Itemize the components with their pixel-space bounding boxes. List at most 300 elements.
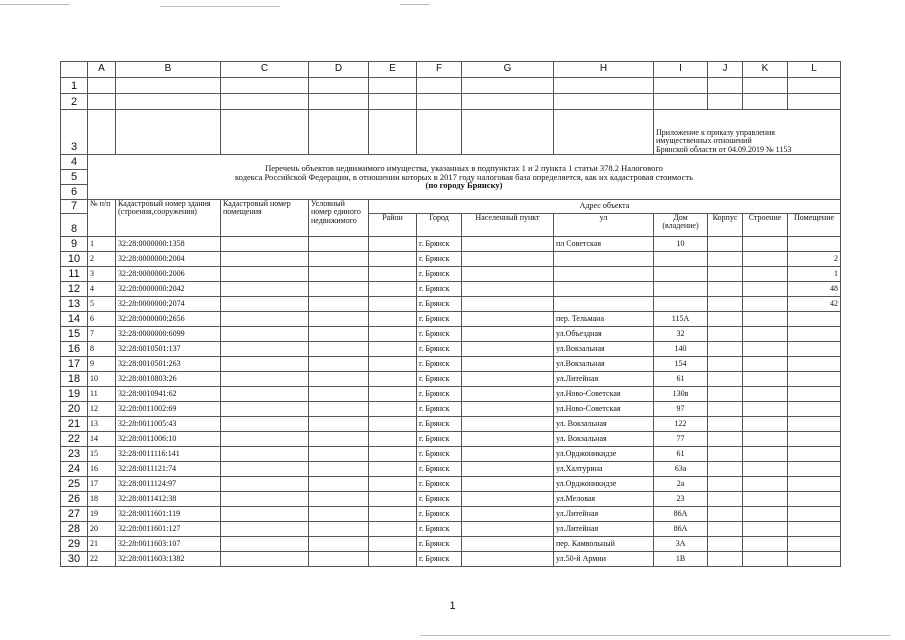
cell-num[interactable]: 1 bbox=[88, 237, 116, 252]
cell-num[interactable]: 2 bbox=[88, 252, 116, 267]
cell-district[interactable] bbox=[369, 507, 417, 522]
cell-korpus[interactable] bbox=[708, 252, 743, 267]
cell-city[interactable]: г. Брянск bbox=[417, 462, 462, 477]
cell-building[interactable] bbox=[743, 522, 788, 537]
row-number[interactable]: 11 bbox=[61, 267, 88, 282]
row-number[interactable]: 4 bbox=[61, 155, 88, 170]
cell-house[interactable] bbox=[654, 282, 708, 297]
cell-korpus[interactable] bbox=[708, 477, 743, 492]
cell-city[interactable]: г. Брянск bbox=[417, 387, 462, 402]
cell[interactable] bbox=[554, 94, 654, 110]
cell-city[interactable]: г. Брянск bbox=[417, 417, 462, 432]
cell-settlement[interactable] bbox=[462, 447, 554, 462]
cell-num[interactable]: 14 bbox=[88, 432, 116, 447]
cell-district[interactable] bbox=[369, 252, 417, 267]
header-korpus[interactable]: Корпус bbox=[708, 214, 743, 237]
cell-settlement[interactable] bbox=[462, 522, 554, 537]
cell-room-cad[interactable] bbox=[221, 327, 309, 342]
cell-korpus[interactable] bbox=[708, 522, 743, 537]
cell-district[interactable] bbox=[369, 402, 417, 417]
cell-building[interactable] bbox=[743, 372, 788, 387]
cell-building[interactable] bbox=[743, 447, 788, 462]
cell-building[interactable] bbox=[743, 267, 788, 282]
cell[interactable] bbox=[554, 110, 654, 155]
cell-korpus[interactable] bbox=[708, 432, 743, 447]
cell-house[interactable]: 97 bbox=[654, 402, 708, 417]
cell-room[interactable]: 48 bbox=[788, 282, 841, 297]
cell-korpus[interactable] bbox=[708, 447, 743, 462]
cell-building-cad[interactable]: 32:28:0011116:141 bbox=[116, 447, 221, 462]
cell-num[interactable]: 19 bbox=[88, 507, 116, 522]
column-header-f[interactable]: F bbox=[417, 62, 462, 78]
cell-district[interactable] bbox=[369, 267, 417, 282]
cell-settlement[interactable] bbox=[462, 402, 554, 417]
cell-room[interactable]: 1 bbox=[788, 267, 841, 282]
cell-building-cad[interactable]: 32:28:0011006:10 bbox=[116, 432, 221, 447]
cell-conditional[interactable] bbox=[309, 282, 369, 297]
cell-district[interactable] bbox=[369, 522, 417, 537]
cell-house[interactable]: 77 bbox=[654, 432, 708, 447]
cell-conditional[interactable] bbox=[309, 267, 369, 282]
cell-city[interactable]: г. Брянск bbox=[417, 477, 462, 492]
cell[interactable] bbox=[462, 110, 554, 155]
cell-conditional[interactable] bbox=[309, 507, 369, 522]
cell-settlement[interactable] bbox=[462, 357, 554, 372]
header-num[interactable]: № п/п bbox=[88, 200, 116, 237]
row-number[interactable]: 24 bbox=[61, 462, 88, 477]
cell-num[interactable]: 3 bbox=[88, 267, 116, 282]
cell-conditional[interactable] bbox=[309, 252, 369, 267]
cell-district[interactable] bbox=[369, 282, 417, 297]
row-number[interactable]: 27 bbox=[61, 507, 88, 522]
column-header-e[interactable]: E bbox=[369, 62, 417, 78]
cell-room[interactable] bbox=[788, 492, 841, 507]
cell-house[interactable]: 3А bbox=[654, 537, 708, 552]
cell-house[interactable]: 2а bbox=[654, 477, 708, 492]
cell-room-cad[interactable] bbox=[221, 252, 309, 267]
cell-room[interactable] bbox=[788, 327, 841, 342]
cell-house[interactable]: 86А bbox=[654, 522, 708, 537]
cell-building[interactable] bbox=[743, 402, 788, 417]
cell-building[interactable] bbox=[743, 477, 788, 492]
cell[interactable] bbox=[417, 94, 462, 110]
cell-building[interactable] bbox=[743, 507, 788, 522]
cell-num[interactable]: 16 bbox=[88, 462, 116, 477]
cell-korpus[interactable] bbox=[708, 462, 743, 477]
cell-building-cad[interactable]: 32:28:0000000:2042 bbox=[116, 282, 221, 297]
cell-num[interactable]: 15 bbox=[88, 447, 116, 462]
cell-room[interactable] bbox=[788, 462, 841, 477]
cell-district[interactable] bbox=[369, 372, 417, 387]
cell-street[interactable]: ул.Литейная bbox=[554, 507, 654, 522]
cell-building[interactable] bbox=[743, 357, 788, 372]
column-header-a[interactable]: A bbox=[88, 62, 116, 78]
cell[interactable] bbox=[788, 94, 841, 110]
cell-building-cad[interactable]: 32:28:0011603:107 bbox=[116, 537, 221, 552]
column-header-l[interactable]: L bbox=[788, 62, 841, 78]
cell-settlement[interactable] bbox=[462, 417, 554, 432]
cell-building[interactable] bbox=[743, 297, 788, 312]
cell-city[interactable]: г. Брянск bbox=[417, 537, 462, 552]
cell-house[interactable] bbox=[654, 267, 708, 282]
cell-korpus[interactable] bbox=[708, 507, 743, 522]
header-room-cad[interactable]: Кадастровый номер помещения bbox=[221, 200, 309, 237]
cell-conditional[interactable] bbox=[309, 327, 369, 342]
cell-num[interactable]: 11 bbox=[88, 387, 116, 402]
cell-korpus[interactable] bbox=[708, 417, 743, 432]
cell[interactable] bbox=[221, 94, 309, 110]
cell-conditional[interactable] bbox=[309, 447, 369, 462]
cell-room[interactable] bbox=[788, 477, 841, 492]
cell-room-cad[interactable] bbox=[221, 492, 309, 507]
cell-room[interactable] bbox=[788, 447, 841, 462]
cell-house[interactable] bbox=[654, 297, 708, 312]
cell-korpus[interactable] bbox=[708, 372, 743, 387]
cell[interactable] bbox=[116, 78, 221, 94]
cell-korpus[interactable] bbox=[708, 312, 743, 327]
cell[interactable] bbox=[417, 78, 462, 94]
header-building-cad[interactable]: Кадастровый номер здания (строения,сооружения) bbox=[116, 200, 221, 237]
cell[interactable] bbox=[221, 78, 309, 94]
header-conditional[interactable]: Условный номер единого недвижимого bbox=[309, 200, 369, 237]
cell-room[interactable] bbox=[788, 522, 841, 537]
cell-street[interactable]: пл Советская bbox=[554, 237, 654, 252]
cell-district[interactable] bbox=[369, 447, 417, 462]
cell-house[interactable]: 154 bbox=[654, 357, 708, 372]
cell-street[interactable]: пер. Камвольный bbox=[554, 537, 654, 552]
cell-city[interactable]: г. Брянск bbox=[417, 507, 462, 522]
cell-room[interactable] bbox=[788, 552, 841, 567]
cell-house[interactable]: 32 bbox=[654, 327, 708, 342]
cell-conditional[interactable] bbox=[309, 312, 369, 327]
cell-conditional[interactable] bbox=[309, 402, 369, 417]
cell-street[interactable]: ул. Вокзальная bbox=[554, 432, 654, 447]
cell-city[interactable]: г. Брянск bbox=[417, 342, 462, 357]
column-header-g[interactable]: G bbox=[462, 62, 554, 78]
cell[interactable] bbox=[554, 78, 654, 94]
row-number[interactable]: 5 bbox=[61, 170, 88, 185]
cell-city[interactable]: г. Брянск bbox=[417, 327, 462, 342]
cell[interactable] bbox=[743, 78, 788, 94]
cell-conditional[interactable] bbox=[309, 372, 369, 387]
cell[interactable] bbox=[369, 94, 417, 110]
header-district[interactable]: Район bbox=[369, 214, 417, 237]
cell-korpus[interactable] bbox=[708, 402, 743, 417]
cell-room-cad[interactable] bbox=[221, 402, 309, 417]
cell-room[interactable] bbox=[788, 432, 841, 447]
row-number[interactable]: 28 bbox=[61, 522, 88, 537]
cell-room[interactable] bbox=[788, 507, 841, 522]
cell-conditional[interactable] bbox=[309, 537, 369, 552]
cell-building[interactable] bbox=[743, 417, 788, 432]
cell[interactable] bbox=[221, 110, 309, 155]
cell-korpus[interactable] bbox=[708, 357, 743, 372]
cell-building[interactable] bbox=[743, 492, 788, 507]
cell-num[interactable]: 13 bbox=[88, 417, 116, 432]
row-number[interactable]: 8 bbox=[61, 214, 88, 237]
row-number[interactable]: 7 bbox=[61, 200, 88, 214]
cell-building[interactable] bbox=[743, 252, 788, 267]
cell-building-cad[interactable]: 32:28:0011412:38 bbox=[116, 492, 221, 507]
header-city[interactable]: Город bbox=[417, 214, 462, 237]
cell[interactable] bbox=[708, 94, 743, 110]
cell-district[interactable] bbox=[369, 342, 417, 357]
header-building[interactable]: Строение bbox=[743, 214, 788, 237]
cell-num[interactable]: 17 bbox=[88, 477, 116, 492]
cell[interactable] bbox=[743, 94, 788, 110]
cell-conditional[interactable] bbox=[309, 477, 369, 492]
cell-num[interactable]: 10 bbox=[88, 372, 116, 387]
cell-conditional[interactable] bbox=[309, 462, 369, 477]
cell[interactable] bbox=[788, 78, 841, 94]
cell[interactable] bbox=[654, 94, 708, 110]
row-number[interactable]: 14 bbox=[61, 312, 88, 327]
cell-city[interactable]: г. Брянск bbox=[417, 402, 462, 417]
cell-building[interactable] bbox=[743, 312, 788, 327]
row-number[interactable]: 2 bbox=[61, 94, 88, 110]
cell-room-cad[interactable] bbox=[221, 507, 309, 522]
cell-num[interactable]: 8 bbox=[88, 342, 116, 357]
row-number[interactable]: 26 bbox=[61, 492, 88, 507]
header-settlement[interactable]: Населенный пункт bbox=[462, 214, 554, 237]
cell-building-cad[interactable]: 32:28:0011601:127 bbox=[116, 522, 221, 537]
cell-room[interactable]: 42 bbox=[788, 297, 841, 312]
cell-conditional[interactable] bbox=[309, 522, 369, 537]
cell-street[interactable] bbox=[554, 282, 654, 297]
cell[interactable] bbox=[708, 78, 743, 94]
cell-room-cad[interactable] bbox=[221, 477, 309, 492]
cell-building-cad[interactable]: 32:28:0011603:1382 bbox=[116, 552, 221, 567]
row-number[interactable]: 22 bbox=[61, 432, 88, 447]
column-header-d[interactable]: D bbox=[309, 62, 369, 78]
cell-building[interactable] bbox=[743, 387, 788, 402]
cell-settlement[interactable] bbox=[462, 462, 554, 477]
cell-building[interactable] bbox=[743, 432, 788, 447]
cell[interactable] bbox=[417, 110, 462, 155]
cell-room[interactable] bbox=[788, 417, 841, 432]
cell-district[interactable] bbox=[369, 492, 417, 507]
cell[interactable] bbox=[309, 94, 369, 110]
cell-room-cad[interactable] bbox=[221, 432, 309, 447]
cell-building-cad[interactable]: 32:28:0011121:74 bbox=[116, 462, 221, 477]
cell-district[interactable] bbox=[369, 237, 417, 252]
cell-street[interactable]: ул.Орджоникидзе bbox=[554, 447, 654, 462]
cell-conditional[interactable] bbox=[309, 387, 369, 402]
cell-building[interactable] bbox=[743, 462, 788, 477]
cell-room-cad[interactable] bbox=[221, 357, 309, 372]
cell[interactable] bbox=[116, 110, 221, 155]
cell-settlement[interactable] bbox=[462, 537, 554, 552]
cell-room[interactable]: 2 bbox=[788, 252, 841, 267]
cell-room-cad[interactable] bbox=[221, 417, 309, 432]
cell-korpus[interactable] bbox=[708, 282, 743, 297]
cell[interactable] bbox=[462, 78, 554, 94]
cell-building-cad[interactable]: 32:28:0000000:2004 bbox=[116, 252, 221, 267]
cell-room[interactable] bbox=[788, 372, 841, 387]
cell-house[interactable]: 61 bbox=[654, 372, 708, 387]
cell-conditional[interactable] bbox=[309, 237, 369, 252]
cell-street[interactable]: ул.Вокзальная bbox=[554, 357, 654, 372]
cell-street[interactable]: пер. Тельмана bbox=[554, 312, 654, 327]
cell-room-cad[interactable] bbox=[221, 552, 309, 567]
cell-settlement[interactable] bbox=[462, 327, 554, 342]
row-number[interactable]: 1 bbox=[61, 78, 88, 94]
cell-building-cad[interactable]: 32:28:0000000:1358 bbox=[116, 237, 221, 252]
cell-house[interactable]: 61 bbox=[654, 447, 708, 462]
cell-building[interactable] bbox=[743, 327, 788, 342]
cell-room-cad[interactable] bbox=[221, 237, 309, 252]
row-number[interactable]: 6 bbox=[61, 185, 88, 200]
cell-room-cad[interactable] bbox=[221, 282, 309, 297]
cell-room-cad[interactable] bbox=[221, 372, 309, 387]
cell-street[interactable]: ул.Орджоникидзе bbox=[554, 477, 654, 492]
row-number[interactable]: 25 bbox=[61, 477, 88, 492]
cell-city[interactable]: г. Брянск bbox=[417, 447, 462, 462]
cell-room[interactable] bbox=[788, 342, 841, 357]
cell[interactable] bbox=[654, 78, 708, 94]
cell-district[interactable] bbox=[369, 312, 417, 327]
cell-city[interactable]: г. Брянск bbox=[417, 357, 462, 372]
row-number[interactable]: 13 bbox=[61, 297, 88, 312]
header-street[interactable]: ул bbox=[554, 214, 654, 237]
cell-korpus[interactable] bbox=[708, 267, 743, 282]
cell-room-cad[interactable] bbox=[221, 297, 309, 312]
cell-street[interactable] bbox=[554, 297, 654, 312]
cell-street[interactable]: ул.Халтурина bbox=[554, 462, 654, 477]
cell-settlement[interactable] bbox=[462, 552, 554, 567]
cell-house[interactable]: 1В bbox=[654, 552, 708, 567]
cell-city[interactable]: г. Брянск bbox=[417, 492, 462, 507]
cell-street[interactable]: ул.Литейная bbox=[554, 522, 654, 537]
cell-building-cad[interactable]: 32:28:0010501:137 bbox=[116, 342, 221, 357]
cell-korpus[interactable] bbox=[708, 552, 743, 567]
row-number[interactable]: 21 bbox=[61, 417, 88, 432]
cell-building-cad[interactable]: 32:28:0000000:2656 bbox=[116, 312, 221, 327]
column-header-b[interactable]: B bbox=[116, 62, 221, 78]
cell-street[interactable]: ул.Ново-Советская bbox=[554, 387, 654, 402]
cell-korpus[interactable] bbox=[708, 492, 743, 507]
cell-settlement[interactable] bbox=[462, 372, 554, 387]
row-number[interactable]: 18 bbox=[61, 372, 88, 387]
cell-settlement[interactable] bbox=[462, 282, 554, 297]
cell-street[interactable]: ул.Литейная bbox=[554, 372, 654, 387]
cell-building-cad[interactable]: 32:28:0010803:26 bbox=[116, 372, 221, 387]
header-house[interactable]: Дом (владение) bbox=[654, 214, 708, 237]
cell-building[interactable] bbox=[743, 237, 788, 252]
cell-settlement[interactable] bbox=[462, 297, 554, 312]
corner-cell[interactable] bbox=[61, 62, 88, 78]
cell-district[interactable] bbox=[369, 417, 417, 432]
cell-street[interactable]: ул.50-й Армии bbox=[554, 552, 654, 567]
row-number[interactable]: 15 bbox=[61, 327, 88, 342]
cell-house[interactable] bbox=[654, 252, 708, 267]
cell-num[interactable]: 21 bbox=[88, 537, 116, 552]
header-address-group[interactable]: Адрес объекта bbox=[369, 200, 841, 214]
cell-settlement[interactable] bbox=[462, 342, 554, 357]
cell-room-cad[interactable] bbox=[221, 312, 309, 327]
cell-district[interactable] bbox=[369, 462, 417, 477]
cell-num[interactable]: 22 bbox=[88, 552, 116, 567]
row-number[interactable]: 20 bbox=[61, 402, 88, 417]
cell-num[interactable]: 7 bbox=[88, 327, 116, 342]
cell-building-cad[interactable]: 32:28:0011005:43 bbox=[116, 417, 221, 432]
cell-korpus[interactable] bbox=[708, 327, 743, 342]
cell-num[interactable]: 9 bbox=[88, 357, 116, 372]
cell-city[interactable]: г. Брянск bbox=[417, 252, 462, 267]
cell-room-cad[interactable] bbox=[221, 537, 309, 552]
cell-street[interactable] bbox=[554, 252, 654, 267]
cell-building-cad[interactable]: 32:28:0010941:62 bbox=[116, 387, 221, 402]
cell-building[interactable] bbox=[743, 282, 788, 297]
cell-korpus[interactable] bbox=[708, 387, 743, 402]
cell-building-cad[interactable]: 32:28:0011002:69 bbox=[116, 402, 221, 417]
cell-building[interactable] bbox=[743, 342, 788, 357]
cell[interactable] bbox=[309, 110, 369, 155]
header-room[interactable]: Помещение bbox=[788, 214, 841, 237]
cell-num[interactable]: 18 bbox=[88, 492, 116, 507]
cell[interactable] bbox=[116, 94, 221, 110]
cell-num[interactable]: 6 bbox=[88, 312, 116, 327]
cell-district[interactable] bbox=[369, 357, 417, 372]
cell-district[interactable] bbox=[369, 432, 417, 447]
cell-city[interactable]: г. Брянск bbox=[417, 267, 462, 282]
cell-korpus[interactable] bbox=[708, 237, 743, 252]
cell-num[interactable]: 5 bbox=[88, 297, 116, 312]
cell-street[interactable]: ул.Вокзальная bbox=[554, 342, 654, 357]
cell[interactable] bbox=[88, 110, 116, 155]
cell-settlement[interactable] bbox=[462, 252, 554, 267]
cell-street[interactable]: ул.Меловая bbox=[554, 492, 654, 507]
cell-settlement[interactable] bbox=[462, 387, 554, 402]
cell-conditional[interactable] bbox=[309, 432, 369, 447]
cell-city[interactable]: г. Брянск bbox=[417, 522, 462, 537]
cell-settlement[interactable] bbox=[462, 237, 554, 252]
cell-district[interactable] bbox=[369, 297, 417, 312]
column-header-i[interactable]: I bbox=[654, 62, 708, 78]
cell-conditional[interactable] bbox=[309, 417, 369, 432]
row-number[interactable]: 17 bbox=[61, 357, 88, 372]
cell-district[interactable] bbox=[369, 327, 417, 342]
cell-room-cad[interactable] bbox=[221, 522, 309, 537]
cell-conditional[interactable] bbox=[309, 297, 369, 312]
cell-house[interactable]: 23 bbox=[654, 492, 708, 507]
cell-room[interactable] bbox=[788, 357, 841, 372]
cell-district[interactable] bbox=[369, 387, 417, 402]
cell-city[interactable]: г. Брянск bbox=[417, 282, 462, 297]
cell-building-cad[interactable]: 32:28:0000000:6099 bbox=[116, 327, 221, 342]
cell-settlement[interactable] bbox=[462, 312, 554, 327]
column-header-j[interactable]: J bbox=[708, 62, 743, 78]
cell-city[interactable]: г. Брянск bbox=[417, 312, 462, 327]
cell-korpus[interactable] bbox=[708, 537, 743, 552]
cell-room[interactable] bbox=[788, 387, 841, 402]
column-header-h[interactable]: H bbox=[554, 62, 654, 78]
cell-korpus[interactable] bbox=[708, 297, 743, 312]
cell-settlement[interactable] bbox=[462, 477, 554, 492]
cell-district[interactable] bbox=[369, 477, 417, 492]
cell-house[interactable]: 63а bbox=[654, 462, 708, 477]
cell-building-cad[interactable]: 32:28:0010501:263 bbox=[116, 357, 221, 372]
cell[interactable] bbox=[88, 78, 116, 94]
cell-district[interactable] bbox=[369, 552, 417, 567]
cell-city[interactable]: г. Брянск bbox=[417, 372, 462, 387]
column-header-c[interactable]: C bbox=[221, 62, 309, 78]
cell[interactable] bbox=[309, 78, 369, 94]
cell-city[interactable]: г. Брянск bbox=[417, 297, 462, 312]
cell-settlement[interactable] bbox=[462, 507, 554, 522]
cell-conditional[interactable] bbox=[309, 357, 369, 372]
row-number[interactable]: 19 bbox=[61, 387, 88, 402]
